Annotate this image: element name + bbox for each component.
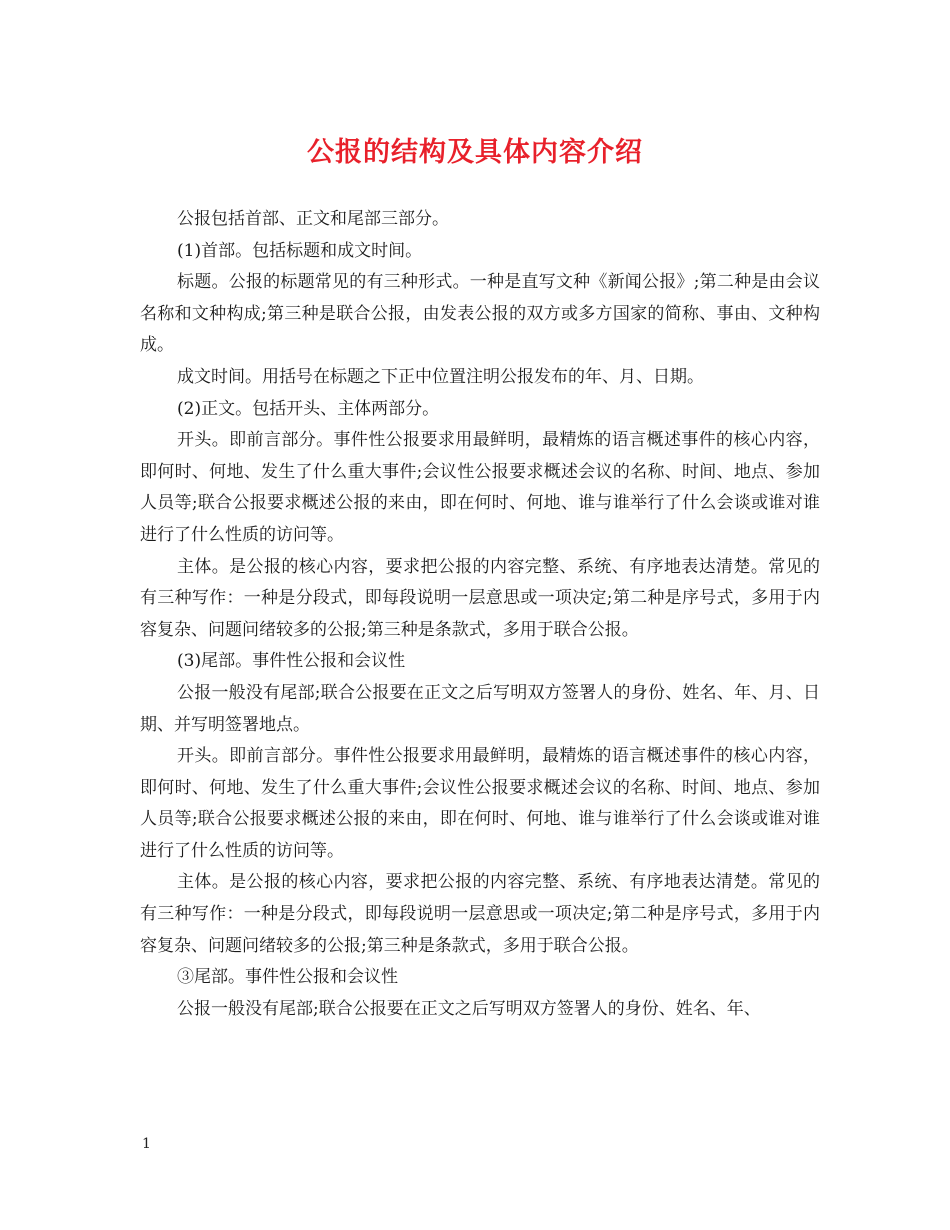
paragraph: 主体。是公报的核心内容，要求把公报的内容完整、系统、有序地表达清楚。常见的有三种写作：一种是分段式，即每段说明一层意思或一项决定;第二种是序号式，多用于内容复杂、问题问绪较多的公报;第三种是条款式，多用于联合公报。 [140, 872, 820, 956]
paragraph: (3)尾部。事件性公报和会议性 [177, 651, 406, 672]
paragraph: (2)正文。包括开头、主体两部分。 [177, 398, 440, 419]
paragraph: ③尾部。事件性公报和会议性 [177, 967, 398, 988]
page-number: 1 [142, 1136, 151, 1152]
paragraph: (1)首部。包括标题和成文时间。 [177, 240, 423, 261]
paragraph: 开头。即前言部分。事件性公报要求用最鲜明，最精炼的语言概述事件的核心内容，即何时、何地、发生了什么重大事件;会议性公报要求概述会议的名称、时间、地点、参加人员等;联合公报要求概述公报的来由，即在何时、何地、谁与谁举行了什么会谈或谁对谁进行了什么性质的访问等。 [140, 430, 820, 545]
paragraph: 公报包括首部、正文和尾部三部分。 [177, 209, 449, 229]
page-title: 公报的结构及具体内容介绍 [307, 137, 643, 168]
paragraph: 主体。是公报的核心内容，要求把公报的内容完整、系统、有序地表达清楚。常见的有三种写作：一种是分段式，即每段说明一层意思或一项决定;第二种是序号式，多用于内容复杂、问题问绪较多的公报;第三种是条款式，多用于联合公报。 [140, 556, 820, 640]
paragraph: 开头。即前言部分。事件性公报要求用最鲜明，最精炼的语言概述事件的核心内容，即何时、何地、发生了什么重大事件;会议性公报要求概述会议的名称、时间、地点、参加人员等;联合公报要求概述公报的来由，即在何时、何地、谁与谁举行了什么会谈或谁对谁进行了什么性质的访问等。 [140, 746, 820, 861]
document-body [140, 204, 820, 1025]
paragraph: 公报一般没有尾部;联合公报要在正文之后写明双方签署人的身份、姓名、年、 [177, 998, 761, 1019]
paragraph: 标题。公报的标题常见的有三种形式。一种是直写文种《新闻公报》;第二种是由会议名称和文种构成;第三种是联合公报，由发表公报的双方或多方国家的简称、事由、文种构成。 [140, 272, 820, 356]
paragraph: 成文时间。用括号在标题之下正中位置注明公报发布的年、月、日期。 [177, 366, 704, 387]
paragraph: 公报一般没有尾部;联合公报要在正文之后写明双方签署人的身份、姓名、年、月、日期、并写明签署地点。 [140, 682, 820, 735]
